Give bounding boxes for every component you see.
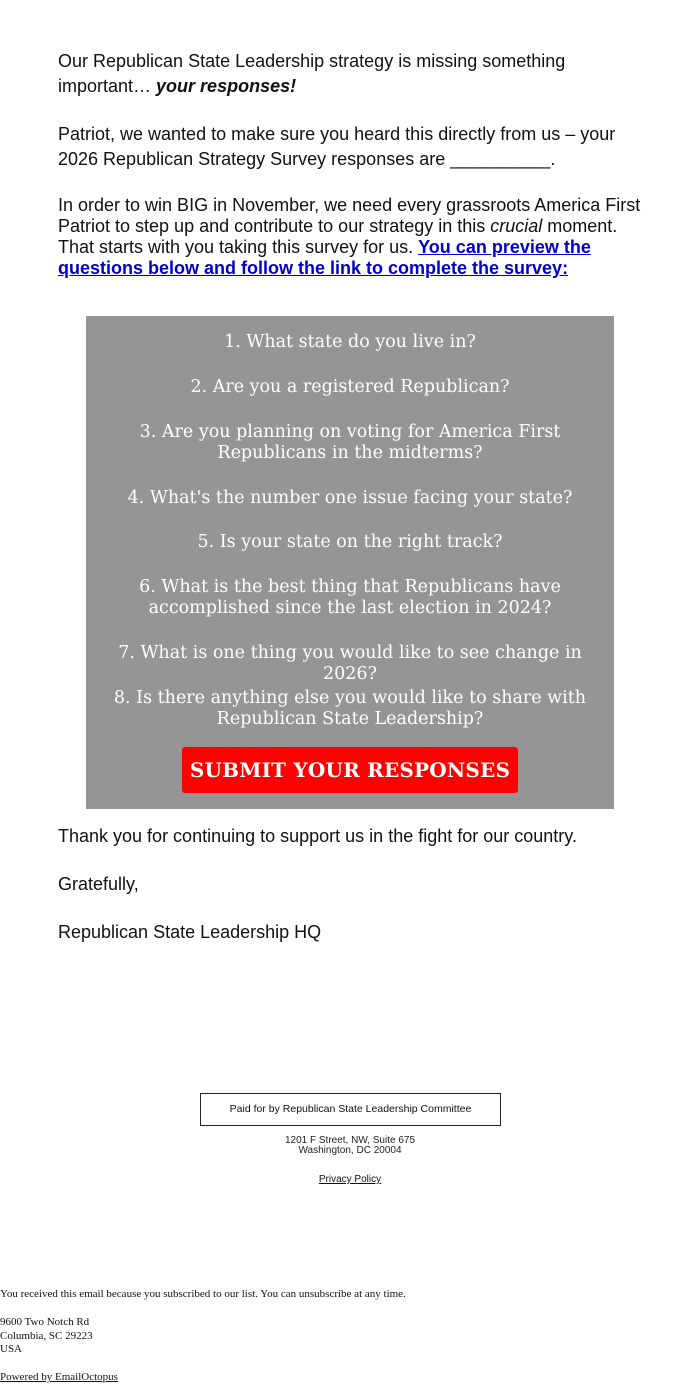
survey-question: 2. Are you a registered Republican? xyxy=(190,377,510,397)
win-text-2: moment. That starts with you taking this survey for us. xyxy=(58,216,618,257)
privacy-policy xyxy=(0,1174,700,1185)
powered-by xyxy=(0,1371,118,1384)
survey-questions-box xyxy=(86,316,614,809)
survey-question: 3. Are you planning on voting for America First Republicans in the midterms? xyxy=(139,422,561,463)
grateful-paragraph xyxy=(58,872,648,897)
powered-by-emailoctopus-link[interactable]: Powered by EmailOctopus xyxy=(0,1371,118,1383)
sender-address-line3: USA xyxy=(0,1343,23,1355)
intro-paragraph xyxy=(58,49,648,99)
submit-responses-button[interactable]: SUBMIT YOUR RESPONSES xyxy=(182,747,518,793)
survey-question: 7. What is one thing you would like to see change in 2026? xyxy=(118,643,582,684)
patriot-paragraph xyxy=(58,122,648,172)
privacy-policy-link[interactable]: Privacy Policy xyxy=(318,1174,382,1185)
intro-emphasis: your responses! xyxy=(156,76,297,96)
thanks-text: Thank you for continuing to support us in the fight for our country. xyxy=(58,826,577,846)
paid-for-disclaimer: Paid for by Republican State Leadership Committee xyxy=(200,1093,501,1126)
win-paragraph xyxy=(58,195,648,279)
sender-address-line2: Columbia, SC 29223 xyxy=(0,1330,93,1342)
survey-question: 1. What state do you live in? xyxy=(224,332,476,352)
survey-question: 8. Is there anything else you would like to share with Republican State Leadership? xyxy=(113,688,587,729)
survey-question: 5. Is your state on the right track? xyxy=(197,532,503,552)
survey-question: 6. What is the best thing that Republicans have accomplished since the last election in 2024? xyxy=(139,577,561,618)
survey-question: 4. What's the number one issue facing your state? xyxy=(127,488,573,508)
survey-preview-link[interactable]: You can preview the questions below and follow the link to complete the survey: xyxy=(58,237,591,278)
signoff-text: Republican State Leadership HQ xyxy=(58,922,322,942)
footer-address-line1: 1201 F Street, NW, Suite 675 xyxy=(284,1135,416,1146)
thanks-paragraph xyxy=(58,824,648,849)
grateful-text: Gratefully, xyxy=(58,874,139,894)
signoff-paragraph xyxy=(58,920,648,945)
intro-text: Our Republican State Leadership strategy is missing something important… xyxy=(58,51,566,96)
win-italic: crucial xyxy=(490,216,543,236)
sender-address-line1: 9600 Two Notch Rd xyxy=(0,1316,90,1328)
footer-address-line2: Washington, DC 20004 xyxy=(298,1145,402,1156)
patriot-text: Patriot, we wanted to make sure you heard this directly from us – your 2026 Republican Strategy Survey responses are __________. xyxy=(58,124,616,169)
subscription-notice: You received this email because you subscribed to our list. You can unsubscribe at any time. xyxy=(0,1288,406,1300)
win-text-1: In order to win BIG in November, we need every grassroots America First Patriot to step up and contribute to our strategy in this xyxy=(58,195,641,236)
